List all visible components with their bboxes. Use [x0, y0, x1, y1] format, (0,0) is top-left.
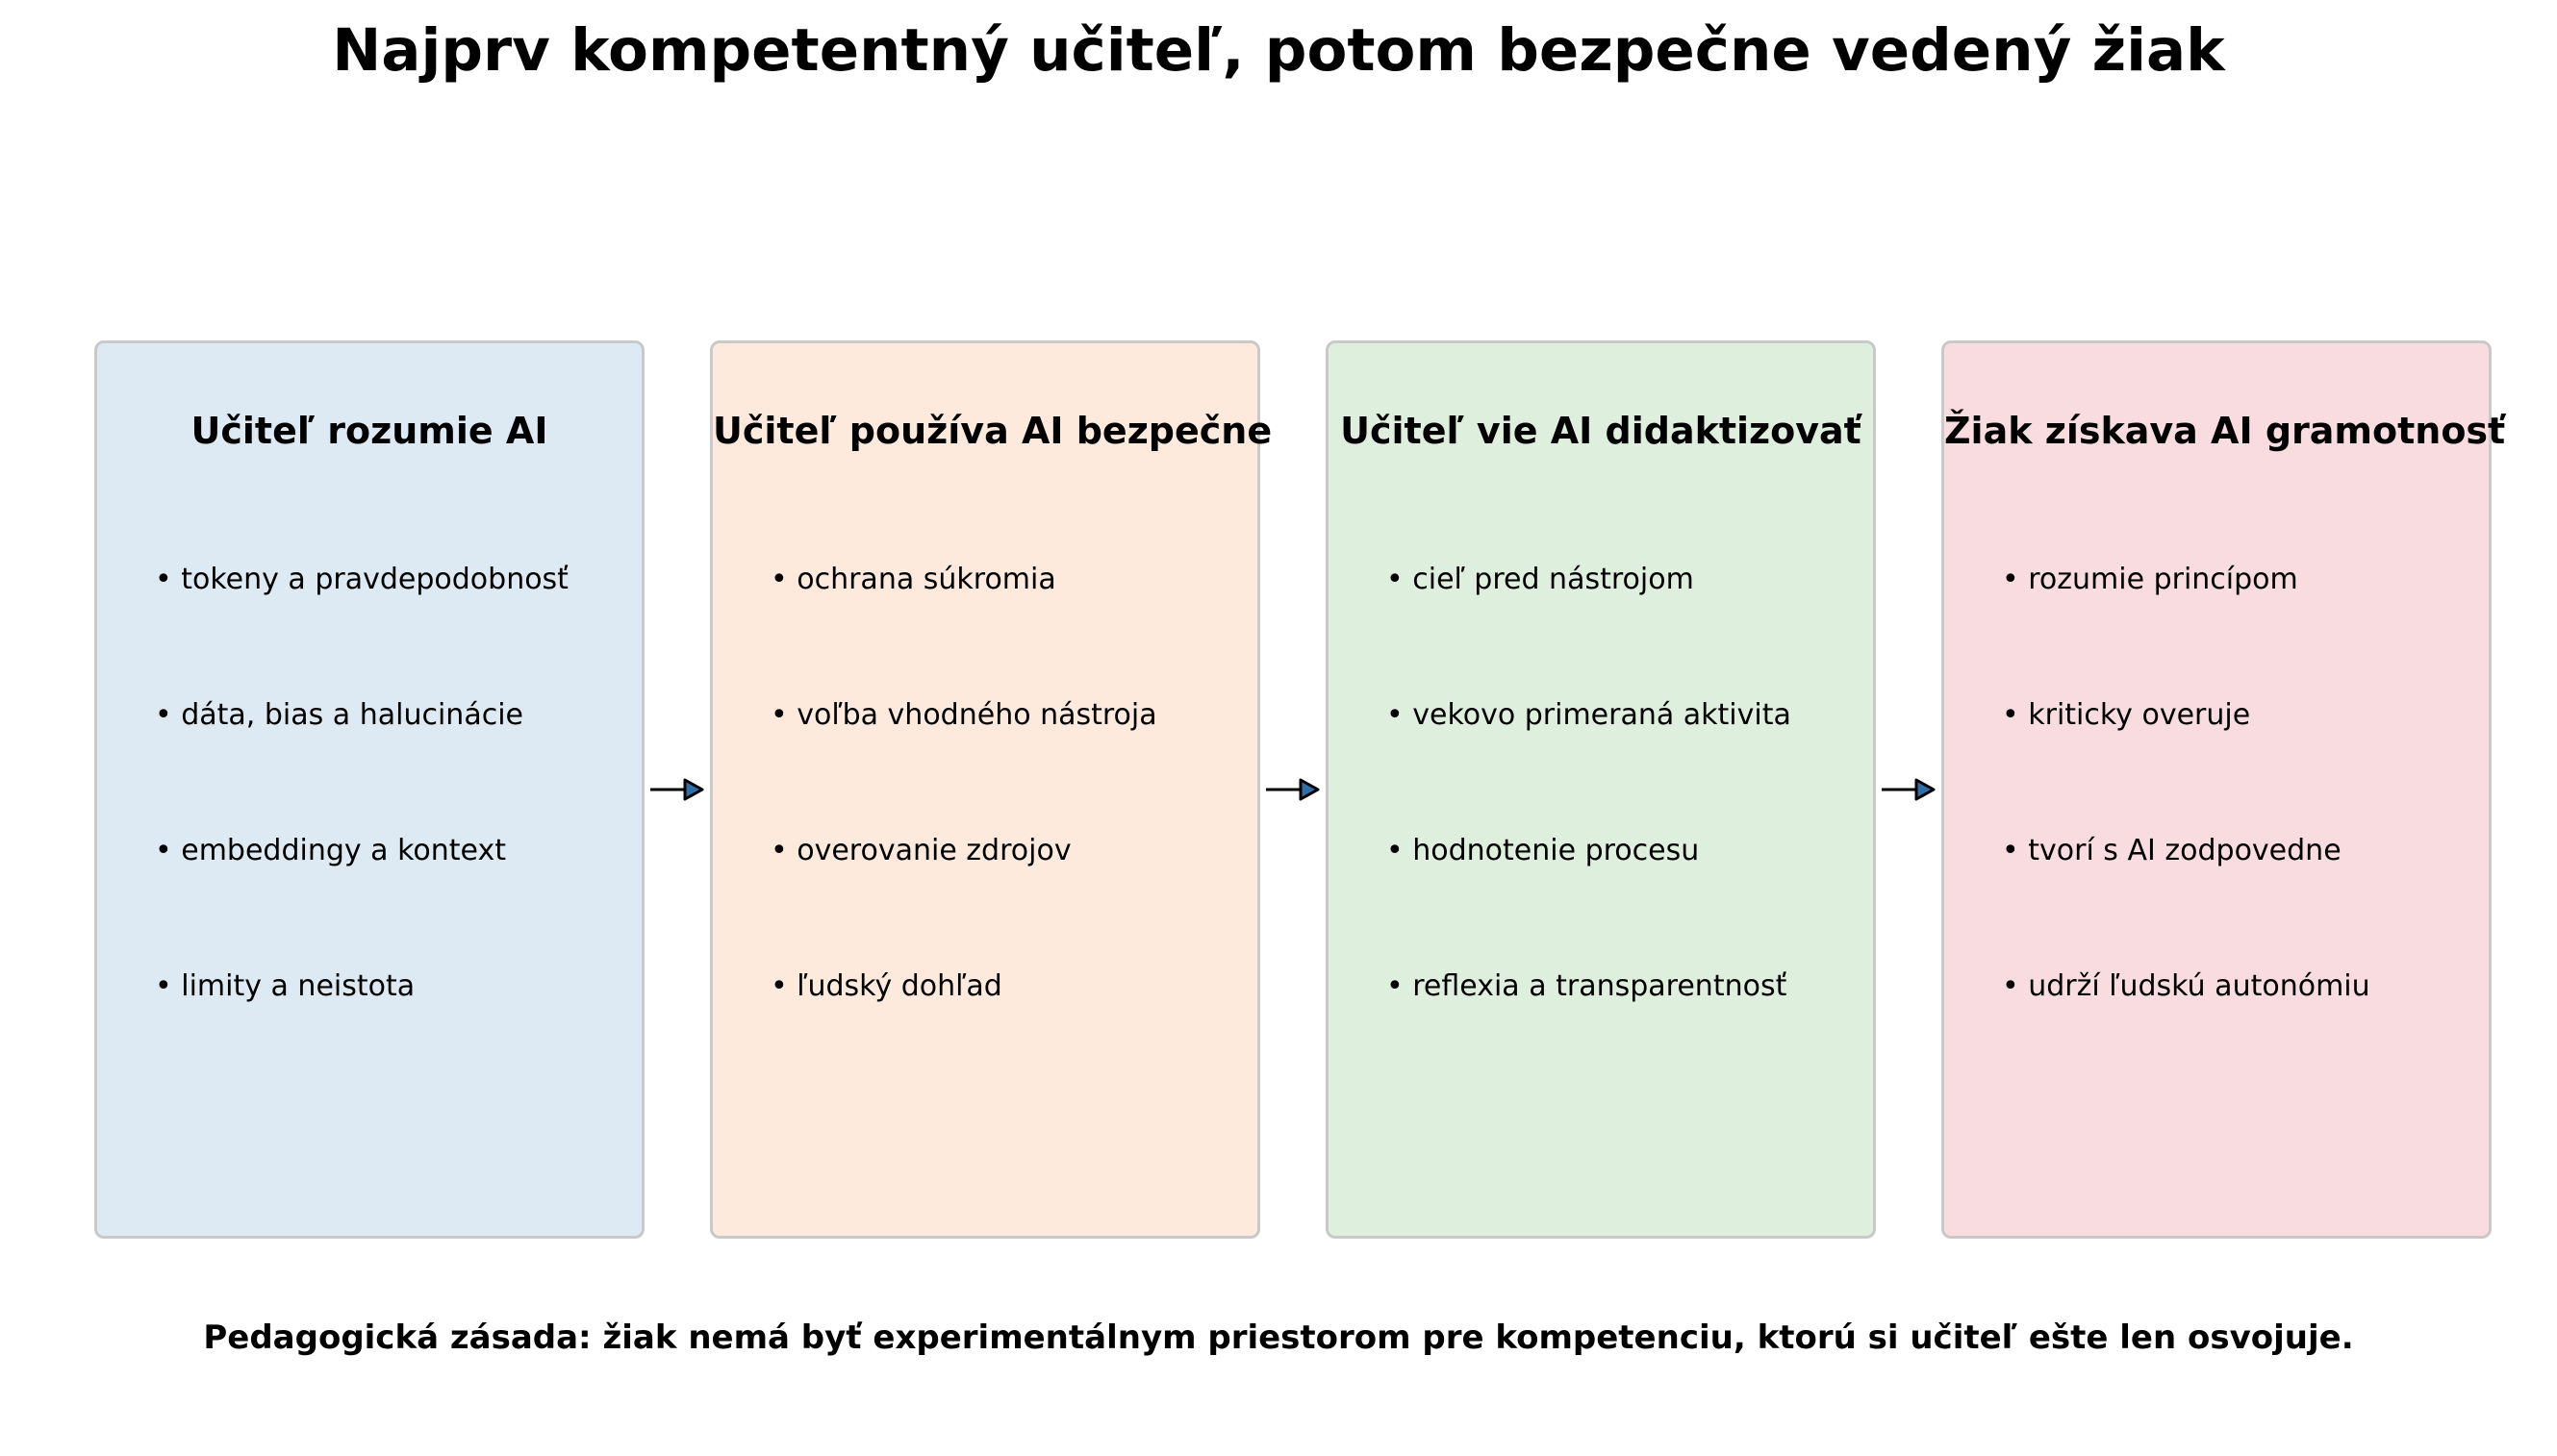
stage-title: Učiteľ vie AI didaktizovať [1340, 410, 1861, 452]
stage-bullet: • udrží ľudskú autonómiu [2002, 967, 2370, 1103]
stage-bullet-list [771, 561, 1157, 1103]
stage-bullet: • voľba vhodného nástroja [771, 696, 1157, 832]
stage-card-teacher-didactizes [1326, 340, 1876, 1239]
arrow-right-icon [1880, 774, 1937, 805]
pedagogical-principle-note: Pedagogická zásada: žiak nemá byť experimentálnym priestorom pre kompetenciu, ktorú si učiteľ ešte len osvojuje. [203, 1318, 2354, 1357]
stage-bullet-list [2002, 561, 2370, 1103]
stage-bullet-list [155, 561, 569, 1103]
stage-bullet: • limity a neistota [155, 967, 569, 1103]
stage-bullet: • ľudský dohľad [771, 967, 1157, 1103]
stage-bullet: • overovanie zdrojov [771, 832, 1157, 967]
stage-bullet: • kriticky overuje [2002, 696, 2370, 832]
page-title: Najprv kompetentný učiteľ, potom bezpečne vedený žiak [332, 16, 2225, 85]
stage-title: Učiteľ používa AI bezpečne [713, 410, 1273, 452]
stage-bullet: • ochrana súkromia [771, 561, 1157, 696]
stage-bullet: • tvorí s AI zodpovedne [2002, 832, 2370, 967]
stage-bullet: • cieľ pred nástrojom [1386, 561, 1791, 696]
stage-title: Žiak získava AI gramotnosť [1944, 410, 2506, 452]
stage-card-teacher-uses-safely [710, 340, 1273, 1239]
arrow-right-icon [648, 774, 706, 805]
stage-bullet: • dáta, bias a halucinácie [155, 696, 569, 832]
stage-bullet-list [1386, 561, 1791, 1103]
stage-bullet: • reflexia a transparentnosť [1386, 967, 1791, 1103]
stage-bullet: • tokeny a pravdepodobnosť [155, 561, 569, 696]
stage-card-teacher-understands [94, 340, 645, 1239]
stage-bullet: • rozumie princípom [2002, 561, 2370, 696]
stage-bullet: • embeddingy a kontext [155, 832, 569, 967]
stage-bullet: • vekovo primeraná aktivita [1386, 696, 1791, 832]
arrow-right-icon [1264, 774, 1322, 805]
stage-card-student-literacy [1941, 340, 2506, 1239]
stage-bullet: • hodnotenie procesu [1386, 832, 1791, 967]
stage-title: Učiteľ rozumie AI [190, 410, 548, 452]
